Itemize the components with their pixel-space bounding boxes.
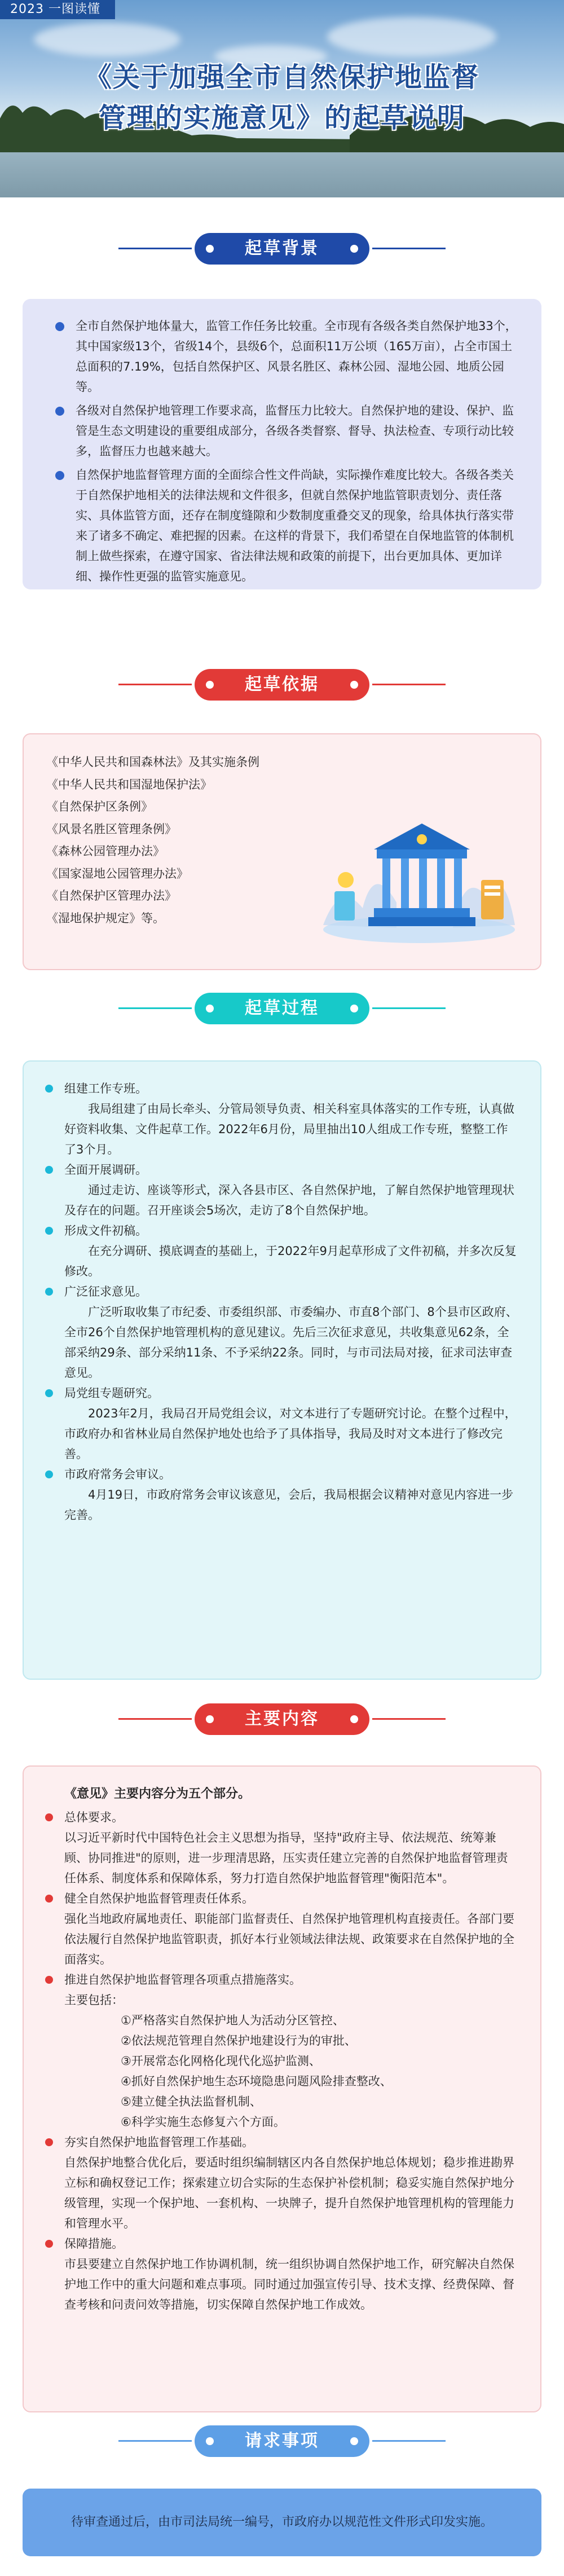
background-paragraph: 自然保护地监督管理方面的全面综合性文件尚缺，实际操作难度比较大。各级各类关于自然保护地相关的法律法规和文件很多，但就自然保护地监管职责划分、责任落实、具体监管方面，还存在制度缝隙和少数制度重叠交叉的现象，给具体执行落实带来了诸多不确定、难把握的因素。在这样的背景下，我们希望在自保地监管的体制机制上做些探索，在遵守国家、省法律法规和政策的前提下，出台更加具体、更加详细、操作性更强的监管实施意见。 [45,465,519,587]
section-header-basis [0,664,564,704]
section-title-pill: 起草过程 [195,993,369,1024]
section-title-pill: 请求事项 [195,2425,369,2457]
content-part-text: 市县要建立自然保护地工作协调机制，统一组织协调自然保护地工作，研究解决自然保护地工作中的重大问题和难点事项。同时通过加强宣传引导、技术支撑、经费保障、督查考核和问责问效等措施，切实保障自然保护地工作成效。 [64,2257,514,2311]
law-item: 《风景名胜区管理条例》 [46,822,177,836]
bullet-dot-icon [45,1813,53,1821]
process-step-text: 4月19日，市政府常务会审议该意见，会后，我局根据会议精神对意见内容进一步完善。 [64,1488,514,1522]
bullet-dot-icon [45,1976,53,1984]
content-part-heading: 总体要求。 [35,1807,518,1828]
content-part-heading: 夯实自然保护地监督管理工作基础。 [35,2132,518,2152]
law-item: 《国家湿地公园管理办法》 [46,866,188,880]
law-item: 《中华人民共和国湿地保护法》 [46,777,212,791]
section-header-background [0,228,564,268]
process-step-heading: 形成文件初稿。 [35,1221,518,1241]
content-part-heading: 保障措施。 [35,2234,518,2254]
bullet-dot-icon [45,1895,53,1903]
process-box [23,1060,541,1680]
background-paragraph: 各级对自然保护地管理工作要求高，监督压力比较大。自然保护地的建设、保护、监管是生态文明建设的重要组成部分，各级各类督察、督导、执法检查、专项行动比较多，监督压力也越来越大。 [45,400,519,461]
law-item: 《湿地保护规定》等。 [46,911,165,925]
section-title-pill: 起草依据 [195,669,369,701]
content-part-text: 自然保护地整合优化后，要适时组织编制辖区内各自然保护地总体规划；稳步推进勘界立标和确权登记工作；探索建立切合实际的生态保护补偿机制；稳妥实施自然保护地分级管理，实现一个保护地、一套机构、一块牌子，提升自然保护地管理机构的管理能力和管理水平。 [64,2156,514,2230]
bullet-dot-icon [45,1166,53,1174]
bullet-dot-icon [45,2138,53,2146]
section-header-process [0,988,564,1028]
process-step-text: 2023年2月，我局召开局党组会议，对文本进行了专题研究讨论。在整个过程中，市政府办和省林业局自然保护地处也给予了具体指导，我局及时对文本进行了修改完善。 [64,1407,517,1461]
content-part-heading: 健全自然保护地监督管理责任体系。 [35,1888,518,1909]
process-step-heading: 广泛征求意见。 [35,1282,518,1302]
measure-item: ⑥科学实施生态修复六个方面。 [121,2115,285,2129]
blue-dot-icon [55,471,64,480]
background-box [23,299,541,589]
bullet-dot-icon [45,1085,53,1093]
year-tag: 2023 一图读懂 [0,0,115,19]
content-intro: 《意见》主要内容分为五个部分。 [64,1787,251,1801]
measure-item: ①严格落实自然保护地人为活动分区管控、 [121,2014,345,2027]
measure-item: ⑤建立健全执法监督机制、 [121,2095,262,2108]
law-item: 《自然保护区管理办法》 [46,889,177,902]
content-part-text: 主要包括： ①严格落实自然保护地人为活动分区管控、 ②依法规范管理自然保护地建设行为的审批、 ③开展常态化网格化现代化巡护监测、 ④抓好自然保护地生态环境隐患问题风险排查整改、 ⑤建立健全执法监督机制、 ⑥科学实施生态修复六个方面。 [35,1990,518,2132]
process-step-text: 我局组建了由局长牵头、分管局领导负责、相关科室具体落实的工作专班，认真做好资料收集、文件起草工作。2022年6月份，局里抽出10人组成工作专班，整整工作了3个月。 [64,1102,514,1156]
request-box [23,2489,541,2556]
content-part-heading: 推进自然保护地监督管理各项重点措施落实。 [35,1970,518,1990]
section-header-request [0,2421,564,2460]
law-item: 《森林公园管理办法》 [46,844,165,858]
process-step-text: 通过走访、座谈等形式，深入各县市区、各自然保护地，了解自然保护地管理现状及存在的问题。召开座谈会5场次，走访了8个自然保护地。 [64,1183,514,1217]
law-item: 《中华人民共和国森林法》及其实施条例 [46,755,259,769]
section-title-pill: 起草背景 [195,233,369,265]
courthouse-illustration-icon [312,795,521,948]
bullet-dot-icon [45,1389,53,1397]
law-item: 《自然保护区条例》 [46,800,153,813]
request-text: 待审查通过后，由市司法局统一编号，市政府办以规范性文件形式印发实施。 [70,2515,493,2529]
hero-banner [0,0,564,197]
blue-dot-icon [55,407,64,416]
measure-item: ④抓好自然保护地生态环境隐患问题风险排查整改、 [121,2075,392,2088]
process-step-heading: 组建工作专班。 [35,1078,518,1099]
bullet-dot-icon [45,1288,53,1296]
measure-item: ③开展常态化网格化现代化巡护监测、 [121,2054,321,2068]
background-paragraph: 全市自然保护地体量大，监管工作任务比较重。全市现有各级各类自然保护地33个，其中国家级13个，省级14个，县级6个，总面积11万公顷（165万亩），占全市国土总面积的7.19%，包括自然保护区、风景名胜区、森林公园、湿地公园、地质公园等。 [45,316,519,397]
content-part-text: 以习近平新时代中国特色社会主义思想为指导，坚持"政府主导、依法规范、统筹兼顾、协同推进"的原则，进一步理清思路，压实责任建立完善的自然保护地监督管理责任体系、制度体系和保障体系，努力打造自然保护地监督管理"衡阳范本"。 [64,1831,508,1885]
measure-item: ②依法规范管理自然保护地建设行为的审批、 [121,2034,356,2047]
hero-title-line2: 管理的实施意见》的起草说明 [98,102,465,134]
process-step-heading: 局党组专题研究。 [35,1383,518,1403]
process-step-text: 广泛听取收集了市纪委、市委组织部、市委编办、市直8个部门、8个县市区政府、全市26个自然保护地管理机构的意见建议。先后三次征求意见，共收集意见62条，全部采纳29条、部分采纳11条、不予采纳22条。同时，与市司法局对接，征求司法审查意见。 [64,1305,518,1380]
bullet-dot-icon [45,1470,53,1478]
process-step-heading: 市政府常务会审议。 [35,1464,518,1485]
basis-box [23,733,541,970]
blue-dot-icon [55,322,64,331]
bullet-dot-icon [45,1227,53,1235]
section-title-pill: 主要内容 [195,1703,369,1735]
content-part-text: 强化当地政府属地责任、职能部门监督责任、自然保护地管理机构直接责任。各部门要依法履行自然保护地监管职责，抓好本行业领域法律法规、政策要求在自然保护地的全面落实。 [64,1912,514,1966]
content-box [23,1765,541,2412]
process-step-heading: 全面开展调研。 [35,1160,518,1180]
process-step-text: 在充分调研、摸底调查的基础上，于2022年9月起草形成了文件初稿，并多次反复修改。 [64,1244,517,1278]
section-header-content [0,1699,564,1738]
bullet-dot-icon [45,2240,53,2248]
hero-title-line1: 《关于加强全市自然保护地监督 [84,61,479,93]
